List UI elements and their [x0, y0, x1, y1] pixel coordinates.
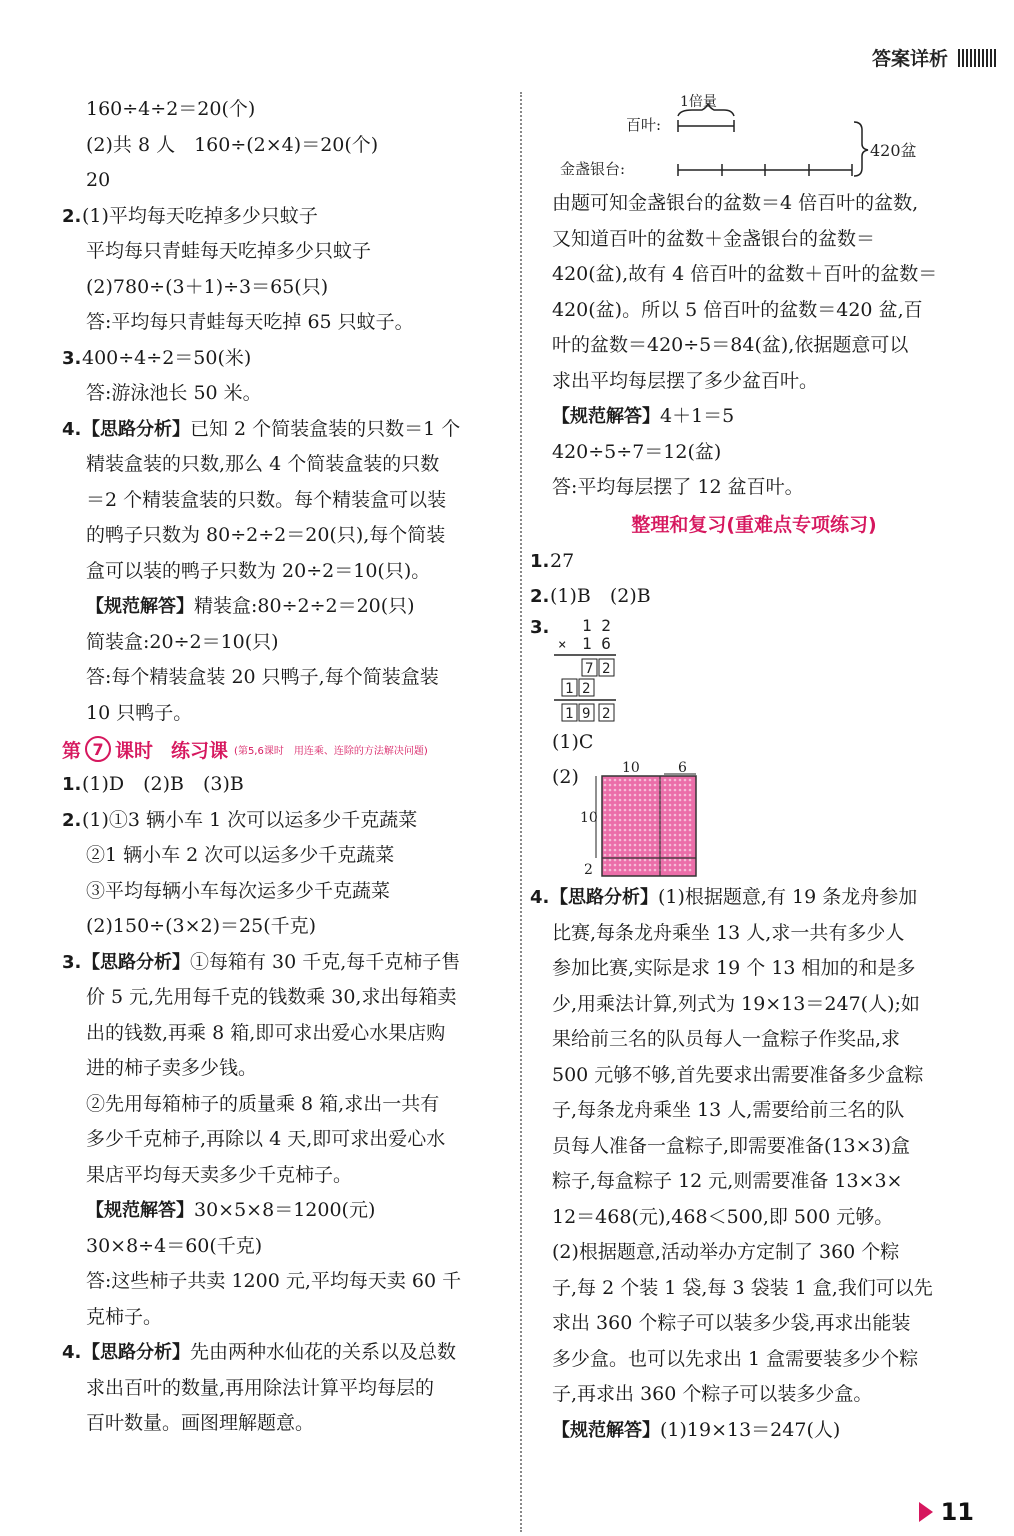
text: 已知 2 个简装盒装的只数＝1 个 — [190, 417, 461, 440]
text: 27 — [550, 549, 575, 572]
text-line: (2)780÷(3＋1)÷3＝65(只) — [86, 275, 329, 298]
text-line: 简装盒:20÷2＝10(只) — [86, 630, 279, 653]
text: ①每箱有 30 千克,每千克柿子售 — [190, 950, 461, 973]
solution-line — [62, 1193, 494, 1229]
text-line: 500 元够不够,首先要求出需要准备多少盒粽 — [552, 1063, 924, 1086]
text-line: 子,每 2 个装 1 袋,每 3 袋装 1 盒,我们可以先 — [552, 1276, 933, 1299]
text-line: 比赛,每条龙舟乘坐 13 人,求一共有多少人 — [552, 921, 905, 944]
text-line: 求出 360 个粽子可以装多少袋,再求出能装 — [552, 1312, 911, 1334]
digit: 2 — [602, 660, 611, 677]
text: (1)D (2)B (3)B — [82, 773, 244, 795]
text-line: 百叶数量。画图理解题意。 — [86, 1412, 315, 1434]
text: (1)根据题意,有 19 条龙舟参加 — [658, 886, 918, 908]
text-line: 答:每个精装盒装 20 只鸭子,每个简装盒装 — [86, 666, 439, 688]
question-number: 2. — [62, 809, 82, 831]
header-title: 答案详析 — [871, 48, 948, 70]
question-number: 1. — [62, 774, 82, 795]
digit: 7 — [585, 660, 594, 677]
text-line: ＝2 个精装盒装的只数。每个精装盒可以装 — [86, 488, 447, 511]
grid-top-label: 10 — [622, 760, 640, 776]
segment-diagram-svg — [552, 86, 956, 186]
text-line: 进的柿子卖多少钱。 — [86, 1057, 258, 1079]
arrow-icon — [919, 1502, 933, 1522]
review-1 — [530, 544, 956, 580]
question-number: 3. — [62, 347, 82, 369]
question-number: 4. — [62, 418, 82, 440]
left-column — [62, 92, 494, 1442]
text-line: 又知道百叶的盆数＋金盏银台的盆数＝ — [552, 227, 876, 250]
vertical-multiplication — [530, 615, 956, 725]
solution-line — [62, 589, 494, 625]
digit: 1 — [565, 705, 574, 722]
text: 400÷4÷2＝50(米) — [82, 346, 252, 369]
review-4 — [530, 880, 956, 916]
text-line: 420(盆),故有 4 倍百叶的盆数＋百叶的盆数＝ — [552, 263, 938, 285]
practice-3 — [62, 945, 494, 981]
solution-tag: 【规范解答】 — [86, 596, 194, 617]
digit: 2 — [602, 705, 611, 722]
text: (1)19×13＝247(人) — [660, 1418, 841, 1441]
multiplicand: 1 2 — [582, 615, 611, 635]
practice-2 — [62, 803, 494, 839]
text-line: ③平均每辆小车每次运多少千克蔬菜 — [86, 879, 391, 902]
text-line: 的鸭子只数为 80÷2÷2＝20(只),每个简装 — [86, 524, 446, 546]
text-line: 30×8÷4＝60(千克) — [86, 1234, 263, 1257]
solution-tag: 【规范解答】 — [552, 1419, 660, 1441]
one-times-label: 1倍量 — [680, 94, 717, 110]
solution-tag: 【规范解答】 — [552, 406, 660, 427]
text-line: 420÷5÷7＝12(盆) — [552, 440, 722, 463]
text-line: 求出平均每层摆了多少盆百叶。 — [552, 369, 819, 392]
multiplier: 1 6 — [582, 633, 611, 653]
text-line: 参加比赛,实际是求 19 个 13 相加的和是多 — [552, 957, 916, 979]
text: (1)①3 辆小车 1 次可以运多少千克蔬菜 — [82, 808, 418, 831]
practice-1 — [62, 767, 494, 803]
lesson-subtitle: (第5,6课时 用连乘、连除的方法解决问题) — [234, 745, 428, 757]
text-line: 出的钱数,再乘 8 箱,即可求出爱心水果店购 — [86, 1021, 446, 1044]
sub-question: (2) — [552, 766, 579, 788]
digit: 1 — [565, 680, 574, 697]
brace-right — [854, 122, 868, 176]
analysis-tag: 【思路分析】 — [82, 418, 190, 440]
section-title: 整理和复习(重难点专项练习) — [631, 513, 877, 536]
dot-grid-figure — [552, 760, 956, 880]
review-2 — [530, 579, 956, 615]
question-number: 2. — [530, 586, 550, 607]
lesson-post: 课时 — [115, 739, 154, 762]
text-line: 子,每条龙舟乘坐 13 人,需要给前三名的队 — [552, 1099, 905, 1121]
text: (1)平均每天吃掉多少只蚊子 — [82, 204, 318, 227]
solution-line — [552, 399, 956, 435]
question-number: 2. — [62, 205, 82, 227]
question-2 — [62, 199, 494, 235]
text-line: (2)150÷(3×2)＝25(千克) — [86, 915, 317, 937]
text-line: 多少盒。也可以先求出 1 盒需要装多少个粽 — [552, 1347, 919, 1370]
lesson-heading — [62, 731, 494, 767]
text: 4＋1＝5 — [660, 405, 735, 427]
text-line: ②1 辆小车 2 次可以运多少千克蔬菜 — [86, 844, 395, 866]
lesson-name: 练习课 — [171, 739, 229, 762]
question-number: 4. — [530, 887, 550, 908]
page-header — [872, 44, 996, 71]
text-line: 答:游泳池长 50 米。 — [86, 382, 262, 404]
text-line: 价 5 元,先用每千克的钱数乘 30,求出每箱卖 — [86, 986, 457, 1008]
analysis-tag: 【思路分析】 — [550, 887, 658, 908]
text-line: 果给前三名的队员每人一盒粽子作奖品,求 — [552, 1028, 901, 1050]
question-3 — [62, 341, 494, 377]
right-column — [530, 86, 956, 1448]
question-number: 1. — [530, 550, 550, 572]
analysis-tag: 【思路分析】 — [82, 1342, 190, 1363]
total-label: 420盆 — [870, 141, 917, 160]
text-line: 10 只鸭子。 — [86, 701, 193, 724]
question-number: 3. — [530, 616, 550, 638]
grid-side-label: 2 — [584, 862, 593, 878]
solution-tag: 【规范解答】 — [86, 1200, 194, 1221]
practice-4 — [62, 1335, 494, 1371]
text-line: 160÷4÷2＝20(个) — [86, 98, 256, 120]
analysis-tag: 【思路分析】 — [82, 951, 190, 973]
text-line: 平均每只青蛙每天吃掉多少只蚊子 — [86, 240, 372, 262]
text-line: 多少千克柿子,再除以 4 天,即可求出爱心水 — [86, 1128, 446, 1150]
dot-grid-svg — [580, 760, 740, 880]
text-line: 员每人准备一盒粽子,即需要准备(13×3)盒 — [552, 1134, 911, 1157]
question-number: 3. — [62, 951, 82, 973]
page-footer — [919, 1498, 974, 1526]
text-line: 12＝468(元),468＜500,即 500 元够。 — [552, 1205, 894, 1228]
grid-top-label: 6 — [678, 760, 687, 776]
digit: 2 — [582, 680, 591, 697]
text-line: 20 — [86, 169, 111, 191]
text: 精装盒:80÷2÷2＝20(只) — [194, 595, 415, 617]
text-line: 叶的盆数＝420÷5＝84(盆),依据题意可以 — [552, 334, 909, 356]
jinzhan-label: 金盏银台: — [560, 160, 626, 178]
text-line: 克柿子。 — [86, 1305, 163, 1328]
lesson-pre: 第 — [62, 739, 82, 762]
text: (1)B (2)B — [550, 585, 651, 607]
text-line: 精装盒装的只数,那么 4 个简装盒装的只数 — [86, 453, 440, 475]
text: 先由两种水仙花的关系以及总数 — [190, 1341, 457, 1363]
text-line: 由题可知金盏银台的盆数＝4 倍百叶的盆数, — [552, 192, 919, 214]
solution-line — [552, 1413, 956, 1449]
text-line: 果店平均每天卖多少千克柿子。 — [86, 1163, 353, 1186]
text-line: 少,用乘法计算,列式为 19×13＝247(人);如 — [552, 992, 920, 1015]
multiplication-svg — [552, 615, 672, 725]
baiye-label: 百叶: — [626, 116, 662, 134]
text-line: ②先用每箱柿子的质量乘 8 箱,求出一共有 — [86, 1092, 440, 1115]
text-line: (1)C — [552, 730, 594, 753]
text-line: (2)共 8 人 160÷(2×4)＝20(个) — [86, 133, 379, 156]
question-4 — [62, 412, 494, 448]
dot-grid-rect — [602, 776, 696, 876]
question-number: 4. — [62, 1342, 82, 1363]
text-line: 求出百叶的数量,再用除法计算平均每层的 — [86, 1376, 435, 1399]
text-line: 答:平均每只青蛙每天吃掉 65 只蚊子。 — [86, 311, 414, 333]
text-line: 子,再求出 360 个粽子可以装多少盒。 — [552, 1383, 873, 1405]
column-divider — [520, 92, 522, 1532]
text: 30×5×8＝1200(元) — [194, 1199, 376, 1221]
text-line: 答:这些柿子共卖 1200 元,平均每天卖 60 千 — [86, 1270, 462, 1292]
grid-side-label: 10 — [580, 810, 598, 826]
text-line: 420(盆)。所以 5 倍百叶的盆数＝420 盆,百 — [552, 298, 923, 321]
digit: 9 — [582, 705, 591, 722]
line-segment-diagram — [552, 86, 956, 186]
text-line: 粽子,每盒粽子 12 元,则需要准备 13×3× — [552, 1170, 903, 1192]
text-line: 答:平均每层摆了 12 盆百叶。 — [552, 476, 804, 498]
barcode-decoration — [958, 49, 996, 67]
times-sign: × — [558, 636, 567, 653]
text-line: 盒可以装的鸭子只数为 20÷2＝10(只)。 — [86, 559, 431, 582]
page-number: 11 — [940, 1498, 974, 1526]
text-line: (2)根据题意,活动举办方定制了 360 个粽 — [552, 1241, 900, 1263]
lesson-number: 7 — [85, 736, 111, 762]
